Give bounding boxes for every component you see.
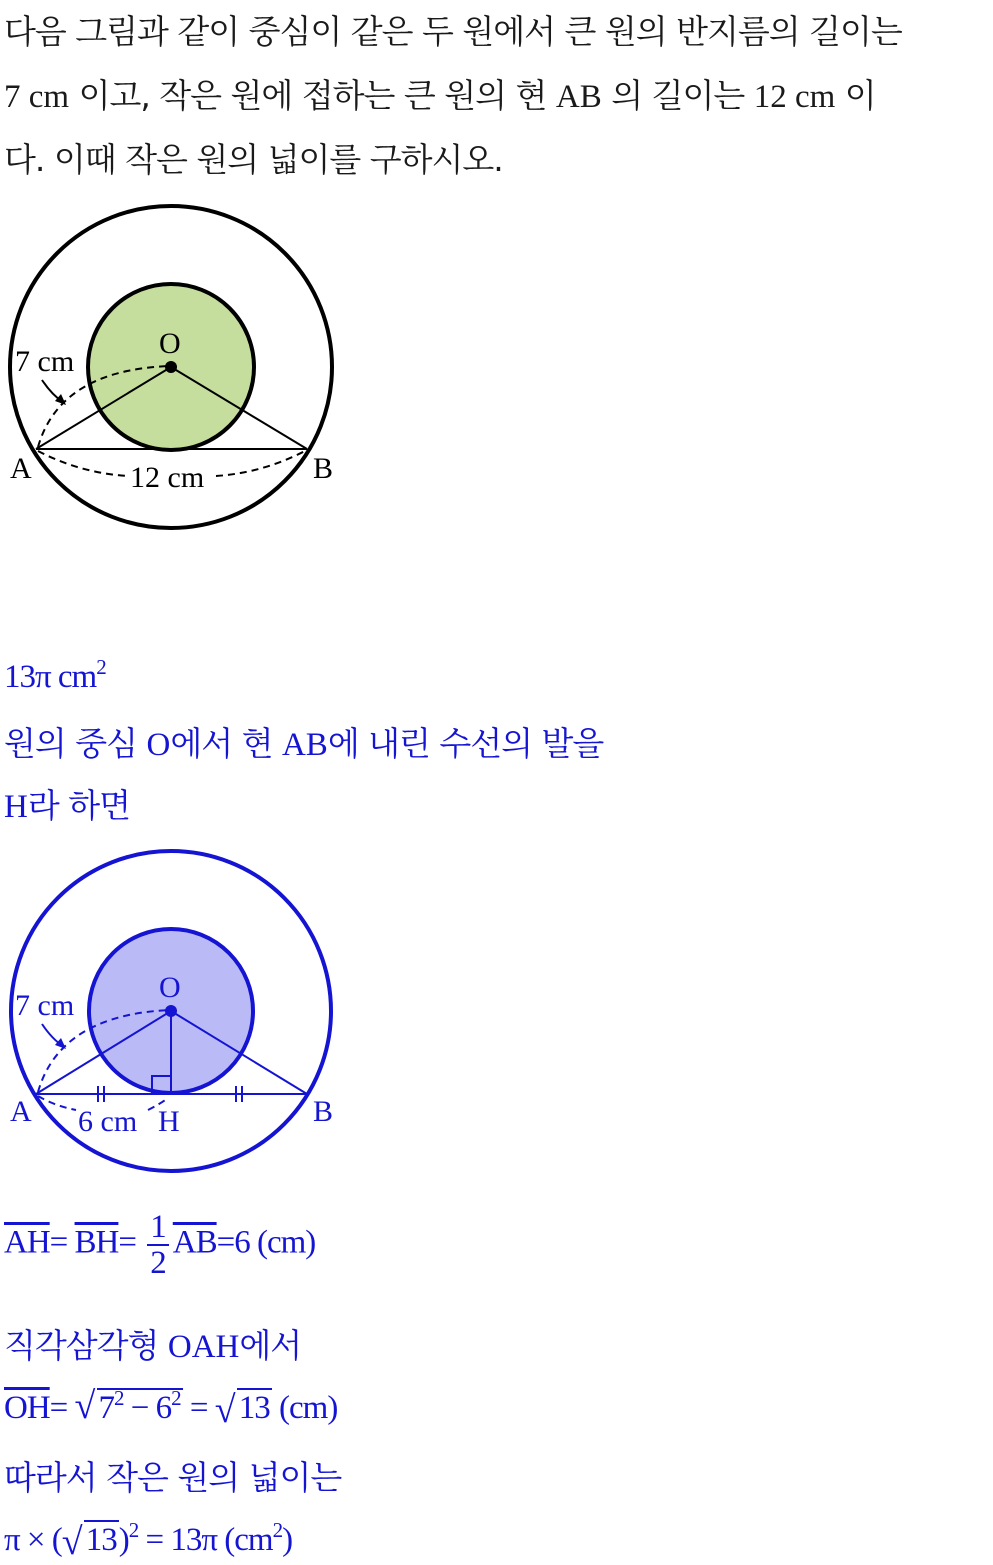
expl-point-o: O <box>146 727 171 763</box>
segment-oh: $\overline{OH}$ <box>4 1390 50 1426</box>
expl-text: 에 내린 수선의 발을 <box>327 724 604 763</box>
label-a: A <box>10 1095 32 1128</box>
label-o: O <box>159 971 181 1004</box>
center-dot <box>165 1005 177 1017</box>
label-6cm: 6 cm <box>78 1105 138 1138</box>
radicand <box>97 1388 183 1426</box>
center-dot <box>165 361 177 373</box>
label-a: A <box>10 452 32 485</box>
equals-sign: = <box>49 1224 68 1261</box>
segment-ab: $\overline{AB}$ <box>172 1224 217 1261</box>
unit: (cm) <box>271 1390 338 1426</box>
exponent: 2 <box>128 1518 139 1542</box>
label-7cm: 7 cm <box>15 345 75 378</box>
equals-sign: = <box>182 1390 215 1426</box>
segment-ah: $\overline{AH}$ <box>4 1224 50 1261</box>
final-area: = 13π (cm <box>138 1522 273 1558</box>
question-text: 이 <box>835 76 876 115</box>
close-paren: ) <box>282 1522 293 1558</box>
answer-value: 13π cm <box>4 659 97 695</box>
question-text: 의 길이는 <box>601 76 754 115</box>
close-paren: ) <box>118 1522 129 1558</box>
minus-6: − 6 <box>123 1390 172 1426</box>
fraction-half <box>147 1210 169 1280</box>
question-line-2 <box>4 70 876 117</box>
fraction-numerator: 1 <box>147 1210 169 1246</box>
radius-value: 7 cm <box>4 79 70 115</box>
equation-2 <box>4 1386 337 1427</box>
expl-point-h: H <box>4 789 28 825</box>
figure-concentric-circles <box>0 195 350 540</box>
arrow-head <box>55 1038 66 1049</box>
label-12cm: 12 cm <box>130 461 205 494</box>
exponent: 2 <box>171 1386 181 1410</box>
label-b: B <box>313 1095 334 1128</box>
explanation-line-2 <box>4 780 130 827</box>
triangle-name: OAH <box>167 1329 240 1365</box>
expl-chord-ab: AB <box>281 727 328 763</box>
step-text: 에서 <box>239 1326 302 1365</box>
sqrt-13 <box>62 1522 119 1559</box>
expl-text: 라 하면 <box>27 786 130 825</box>
step-3-text: 따라서 작은 원의 넓이는 <box>4 1458 342 1497</box>
expl-text: 에서 현 <box>170 724 282 763</box>
chord-length: 12 cm <box>753 79 836 115</box>
expl-text: 원의 중심 <box>4 724 147 763</box>
answer-exponent: 2 <box>96 655 106 679</box>
answer-result <box>4 655 106 696</box>
label-b: B <box>313 452 334 485</box>
figure-solution-circles <box>0 840 350 1185</box>
equals-sign: = <box>118 1224 137 1261</box>
question-text: 이고, 작은 원에 접하는 큰 원의 현 <box>69 76 556 115</box>
exponent: 2 <box>272 1518 283 1542</box>
segment-bh: $\overline{BH}$ <box>74 1224 119 1261</box>
equation-3 <box>4 1518 292 1559</box>
chord-name: AB <box>555 79 602 115</box>
label-7cm: 7 cm <box>15 989 75 1022</box>
pi-times: π × ( <box>4 1522 62 1558</box>
exponent: 2 <box>114 1386 124 1410</box>
sqrt-expression <box>75 1386 183 1427</box>
step-text: 직각삼각형 <box>4 1326 168 1365</box>
radicand: 13 <box>238 1390 270 1426</box>
fraction-denominator: 2 <box>150 1245 166 1281</box>
base-7: 7 <box>98 1390 115 1426</box>
equation-1 <box>4 1210 315 1280</box>
question-line-3: 다. 이때 작은 원의 넓이를 구하시오. <box>4 140 503 179</box>
question-line-1: 다음 그림과 같이 중심이 같은 두 원에서 큰 원의 반지름의 길이는 <box>4 12 902 51</box>
step-2-text <box>4 1320 301 1367</box>
arrow-head <box>55 394 66 405</box>
equals-sign: = <box>49 1390 68 1426</box>
label-o: O <box>159 327 181 360</box>
sqrt-13 <box>215 1390 272 1427</box>
equation-result: =6 (cm) <box>216 1224 316 1261</box>
explanation-line-1 <box>4 718 603 765</box>
label-h: H <box>158 1105 180 1138</box>
radicand: 13 <box>85 1522 117 1558</box>
